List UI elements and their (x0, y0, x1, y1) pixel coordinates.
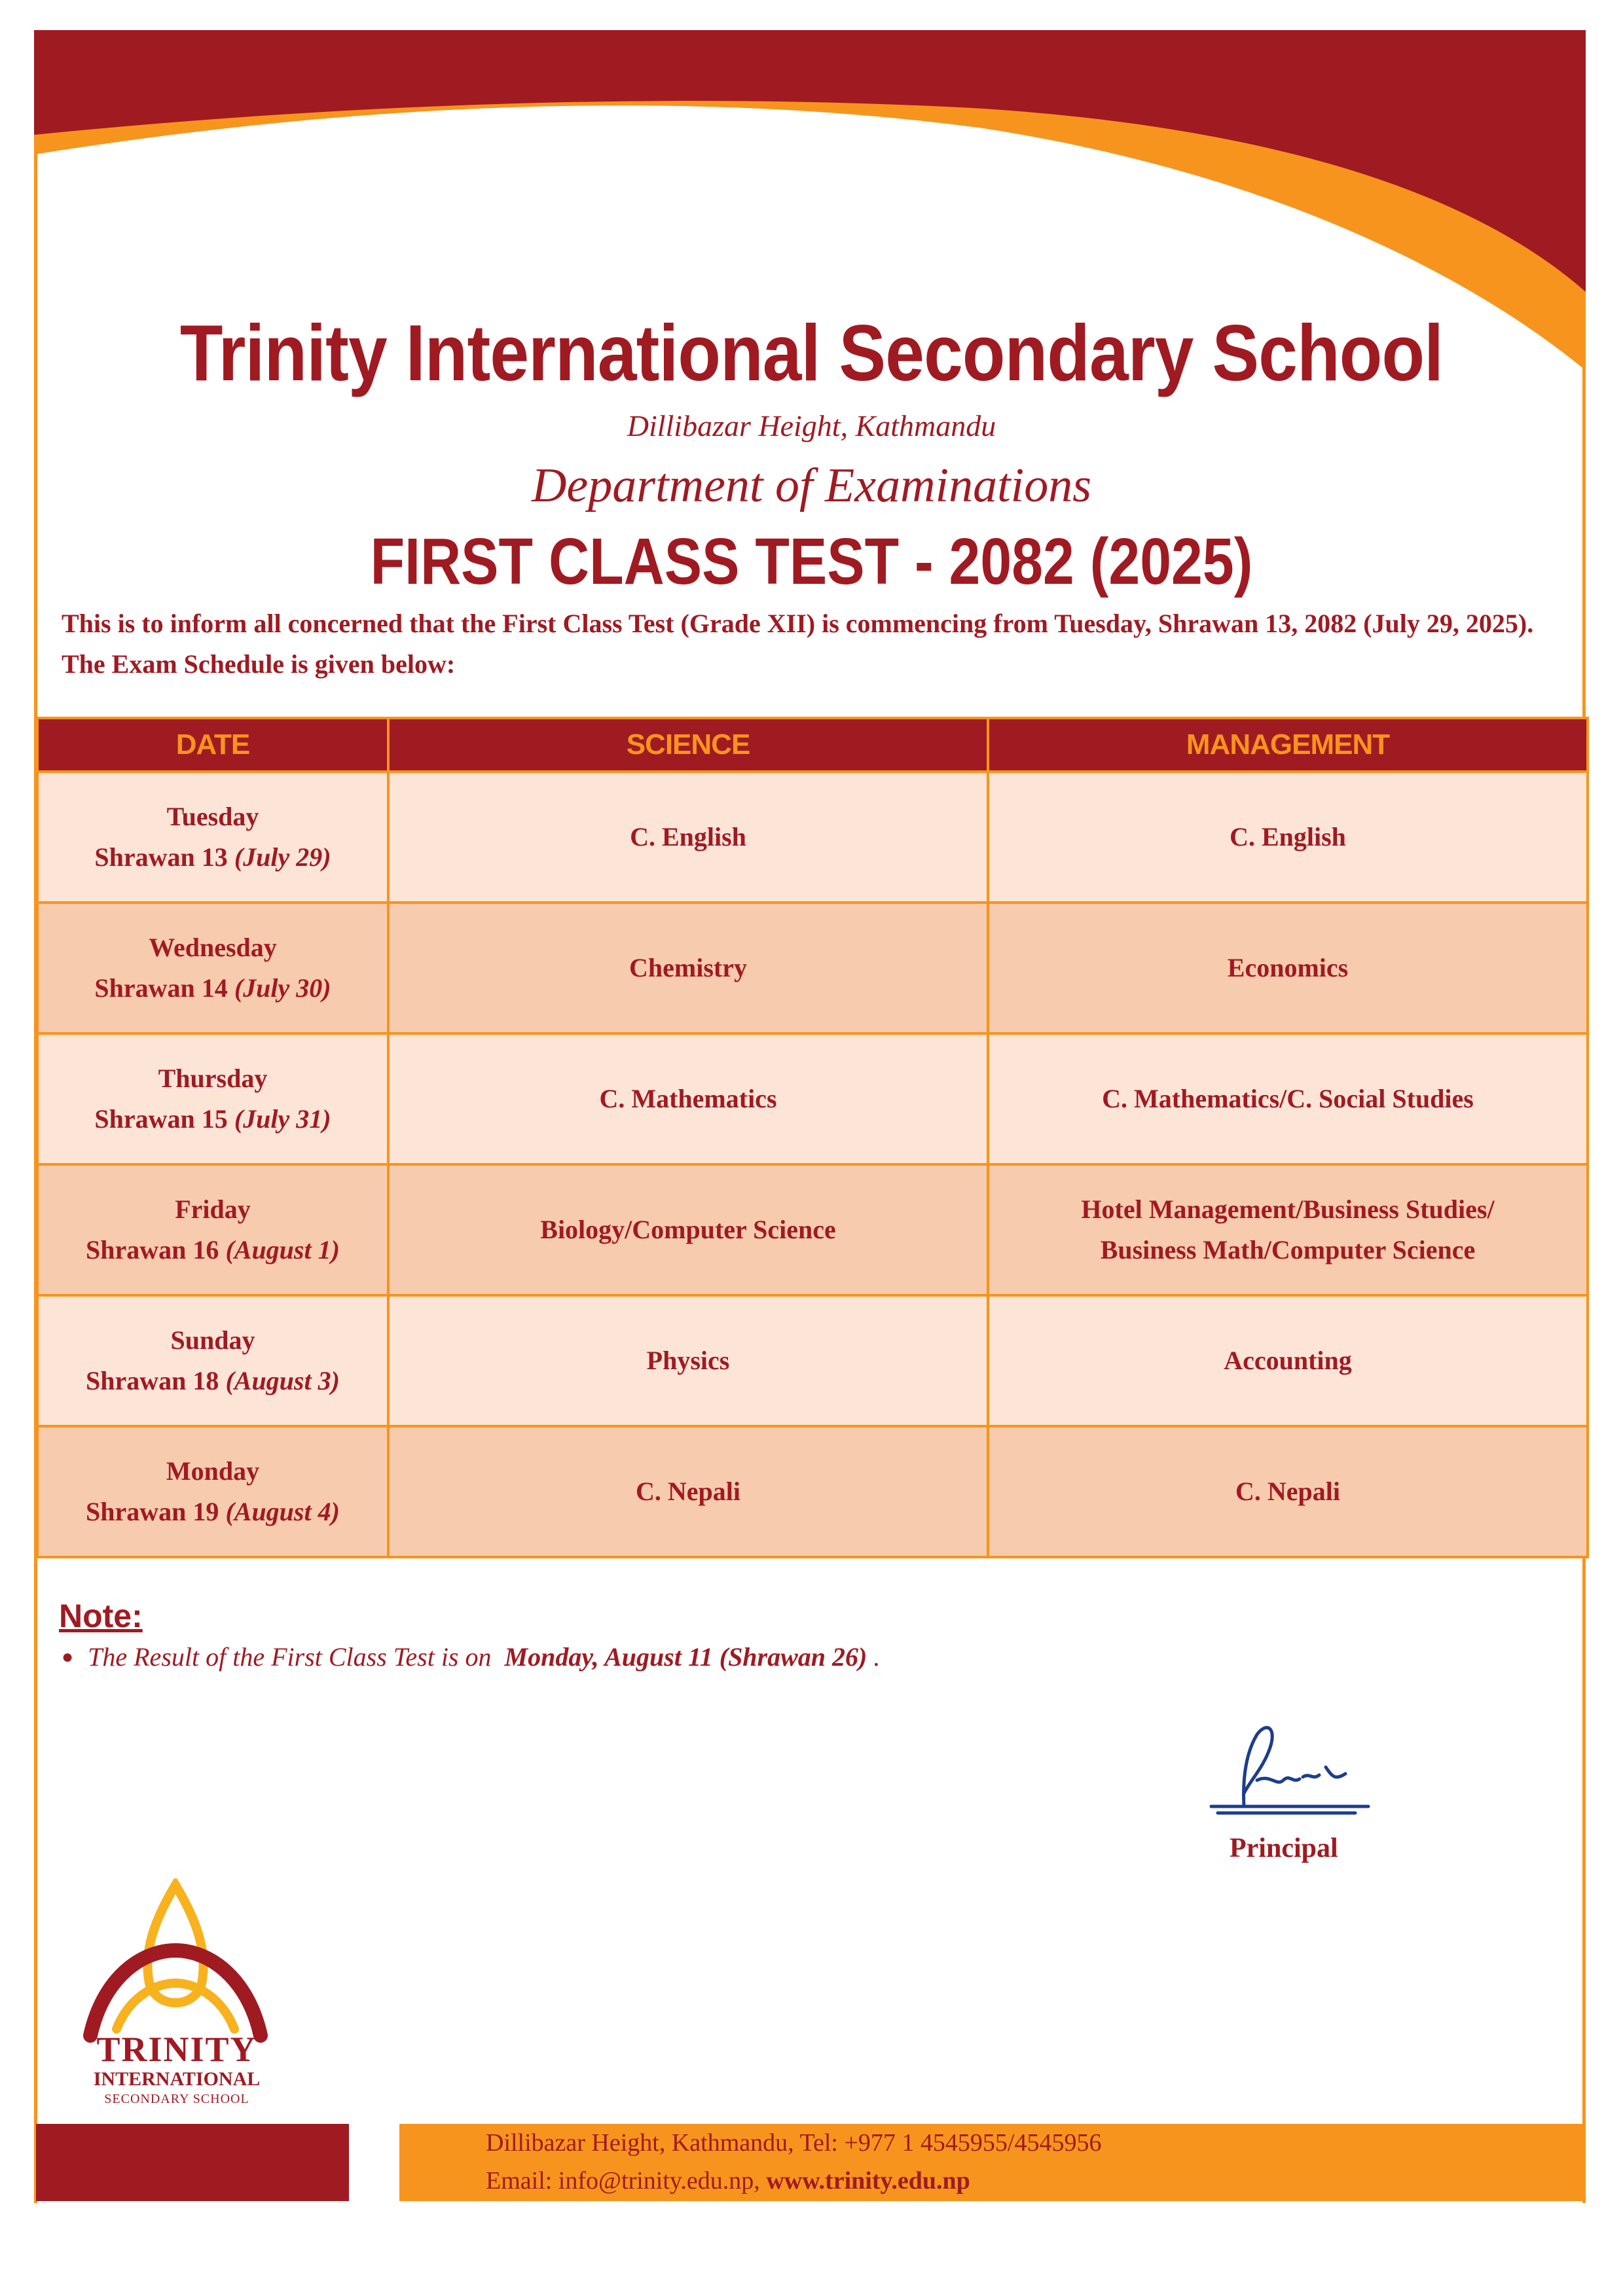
day-name: Thursday (158, 1064, 268, 1093)
date-cell (37, 772, 388, 903)
table-row (37, 1164, 1588, 1295)
day-name: Monday (166, 1456, 260, 1486)
english-date: (July 29) (234, 842, 331, 872)
note-text-prefix: The Result of the First Class Test is on (88, 1642, 492, 1672)
note-title: Note: (59, 1598, 143, 1634)
header-management: MANAGEMENT (988, 718, 1588, 772)
management-subject-line1: Hotel Management/Business Studies/ (1081, 1194, 1495, 1224)
table-row (37, 1033, 1588, 1164)
management-subject: Economics (988, 903, 1588, 1033)
logo-text-secondary-school: SECONDARY SCHOOL (104, 2092, 249, 2106)
management-subject: C. English (988, 772, 1588, 903)
science-subject: Physics (388, 1295, 988, 1426)
management-subject: Accounting (988, 1295, 1588, 1426)
management-subject (988, 1164, 1588, 1295)
note-result-date: Monday, August 11 (Shrawan 26) (504, 1642, 867, 1672)
nepali-date: Shrawan 18 (86, 1366, 219, 1395)
exam-schedule-table (36, 717, 1589, 1558)
footer-website-link[interactable]: www.trinity.edu.np (766, 2167, 970, 2195)
footer-contact (486, 2166, 970, 2195)
table-row (37, 1295, 1588, 1426)
nepali-date: Shrawan 14 (94, 973, 228, 1003)
date-cell (37, 903, 388, 1033)
day-name: Tuesday (166, 802, 259, 831)
logo-text-international: INTERNATIONAL (93, 2068, 261, 2090)
science-subject: C. Nepali (388, 1426, 988, 1557)
date-cell (37, 1295, 388, 1426)
school-address: Dillibazar Height, Kathmandu (627, 409, 996, 442)
nepali-date: Shrawan 13 (94, 842, 228, 872)
header-science: SCIENCE (388, 718, 988, 772)
nepali-date: Shrawan 19 (86, 1497, 219, 1526)
management-subject: C. Mathematics/C. Social Studies (988, 1033, 1588, 1164)
header-date: DATE (37, 718, 388, 772)
science-subject: Chemistry (388, 903, 988, 1033)
table-row (37, 1426, 1588, 1557)
english-date: (July 30) (234, 973, 331, 1003)
day-name: Friday (175, 1194, 251, 1224)
english-date: (July 31) (234, 1104, 331, 1134)
footer-email: Email: info@trinity.edu.np, (486, 2167, 760, 2195)
intro-paragraph: This is to inform all concerned that the First Class Test (Grade XII) is commencing from Tuesday, Shrawan 13, 2082 (July 29, 2025). The Exam Schedule is given below: (62, 609, 1534, 679)
footer-address: Dillibazar Height, Kathmandu, Tel: +977 1 4545955/4545956 (486, 2129, 1102, 2157)
bullet-icon: ● (62, 1646, 74, 1668)
test-title: FIRST CLASS TEST - 2082 (2025) (370, 525, 1253, 598)
logo-text-trinity: TRINITY (96, 2030, 257, 2069)
footer-red-block (36, 2124, 349, 2201)
english-date: (August 1) (225, 1235, 340, 1265)
science-subject: Biology/Computer Science (388, 1164, 988, 1295)
date-cell (37, 1033, 388, 1164)
day-name: Wednesday (149, 933, 277, 962)
management-subject: C. Nepali (988, 1426, 1588, 1557)
nepali-date: Shrawan 15 (94, 1104, 228, 1134)
principal-signature-image (1205, 1715, 1375, 1826)
table-row (37, 903, 1588, 1033)
date-cell (37, 1426, 388, 1557)
note-text-suffix: . (873, 1642, 881, 1672)
nepali-date: Shrawan 16 (86, 1235, 219, 1265)
day-name: Sunday (170, 1325, 255, 1355)
science-subject: C. English (388, 772, 988, 903)
note-item (62, 1641, 880, 1672)
department-title: Department of Examinations (531, 459, 1091, 512)
english-date: (August 3) (225, 1366, 340, 1395)
management-subject-line2: Business Math/Computer Science (1100, 1235, 1476, 1265)
english-date: (August 4) (225, 1497, 340, 1526)
table-row (37, 772, 1588, 903)
date-cell (37, 1164, 388, 1295)
principal-label: Principal (1230, 1833, 1338, 1863)
table-header-row (37, 718, 1588, 772)
science-subject: C. Mathematics (388, 1033, 988, 1164)
school-name: Trinity International Secondary School (179, 308, 1444, 397)
